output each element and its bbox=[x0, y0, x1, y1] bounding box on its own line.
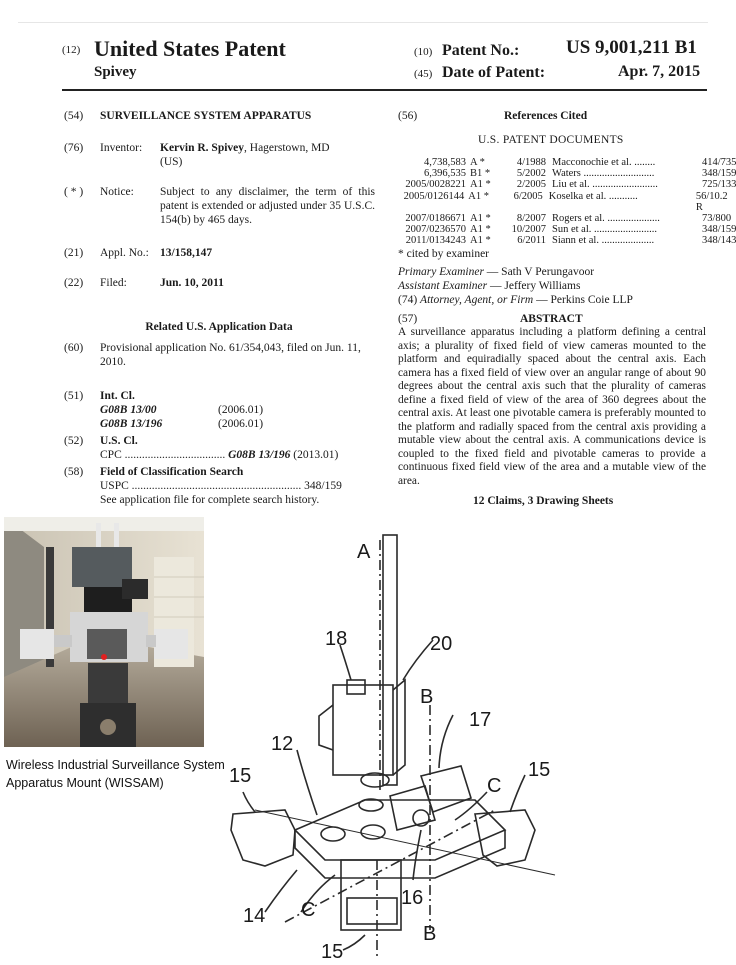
abstract-heading: ABSTRACT bbox=[520, 313, 583, 325]
label-15-left: 15 bbox=[229, 765, 252, 787]
code-21: (21) bbox=[64, 247, 84, 259]
us-patent-docs-heading: U.S. PATENT DOCUMENTS bbox=[478, 134, 624, 146]
label-15-right: 15 bbox=[528, 759, 551, 781]
provisional-text: Provisional application No. 61/354,043, filed on Jun. 11, 2010. bbox=[100, 342, 361, 368]
ref-date: 2/2005 bbox=[516, 179, 546, 191]
label-12: 12 bbox=[271, 733, 294, 755]
ref-class: 348/159 bbox=[702, 168, 736, 180]
label-15-bottom: 15 bbox=[321, 941, 344, 963]
reference-row bbox=[380, 191, 736, 213]
label-17: 17 bbox=[469, 709, 492, 731]
patent-no-label: Patent No.: bbox=[442, 42, 520, 59]
code-10: (10) bbox=[414, 46, 433, 58]
ref-class: 73/800 bbox=[702, 213, 732, 225]
ref-class: 56/10.2 R bbox=[695, 190, 728, 213]
ref-number: 2007/0236570 bbox=[405, 224, 466, 236]
ref-number: 4,738,583 bbox=[424, 157, 466, 168]
ref-date: 5/2002 bbox=[516, 168, 546, 180]
reference-row bbox=[380, 224, 736, 235]
attorney-line bbox=[398, 293, 633, 307]
code-51: (51) bbox=[64, 390, 84, 402]
uscl-label: U.S. Cl. bbox=[100, 435, 138, 447]
ref-name: Waters ........................... bbox=[552, 168, 655, 180]
wissam-photo bbox=[4, 517, 204, 747]
inventor-label: Inventor: bbox=[100, 142, 143, 154]
top-divider bbox=[18, 22, 708, 23]
ref-date: 6/2005 bbox=[513, 190, 543, 202]
label-20: 20 bbox=[430, 633, 453, 655]
patent-number: US 9,001,211 B1 bbox=[566, 37, 697, 58]
inventor-name: Kervin R. Spivey bbox=[160, 142, 245, 154]
primary-examiner: — Sath V Perungavoor bbox=[483, 266, 595, 278]
patent-title: United States Patent bbox=[94, 36, 286, 61]
date-label: Date of Patent: bbox=[442, 64, 546, 81]
code-74: (74) bbox=[398, 294, 418, 306]
label-c-left: C bbox=[301, 899, 316, 921]
ref-kind: A1 * bbox=[470, 224, 491, 236]
ref-kind: A * bbox=[470, 157, 485, 168]
ref-name: Rogers et al. .................... bbox=[552, 213, 660, 225]
code-60: (60) bbox=[64, 342, 84, 354]
uspc-label: USPC bbox=[100, 480, 129, 492]
filed-date: Jun. 10, 2011 bbox=[160, 277, 224, 289]
claims-count: 12 Claims, 3 Drawing Sheets bbox=[473, 495, 614, 507]
code-58: (58) bbox=[64, 466, 84, 478]
code-76: (76) bbox=[64, 142, 84, 154]
ref-number: 2005/0126144 bbox=[403, 190, 465, 202]
uspc-line bbox=[100, 479, 380, 493]
notice-text: Subject to any disclaimer, the term of this patent is extended or adjusted under 35 U.S.C. 154(b) by 465 days. bbox=[160, 186, 375, 226]
inventor-line bbox=[160, 141, 360, 169]
code-22: (22) bbox=[64, 277, 84, 289]
code-56: (56) bbox=[398, 110, 418, 122]
inventor-location: , Hagerstown, MD bbox=[244, 142, 330, 154]
ref-number: 2011/0134243 bbox=[405, 235, 466, 247]
attorney-label: Attorney, Agent, or Firm bbox=[420, 294, 534, 306]
ref-class: 414/735 bbox=[702, 157, 736, 168]
intcl-code: G08B 13/00 bbox=[100, 404, 157, 416]
attorney: — Perkins Coie LLP bbox=[533, 294, 633, 306]
uspc-dots: ........................................................... bbox=[131, 480, 302, 492]
code-57: (57) bbox=[398, 313, 418, 325]
notice-label: Notice: bbox=[100, 186, 134, 198]
inventor-surname: Spivey bbox=[94, 64, 137, 80]
code-54: (54) bbox=[64, 110, 84, 122]
cpc-year: (2013.01) bbox=[293, 449, 339, 461]
ref-number: 2007/0186671 bbox=[405, 213, 466, 225]
ref-name: Liu et al. ......................... bbox=[552, 179, 658, 191]
intcl-year: (2006.01) bbox=[218, 418, 264, 430]
label-16: 16 bbox=[401, 887, 424, 909]
ref-date: 8/2007 bbox=[516, 213, 546, 225]
uspc-value: 348/159 bbox=[304, 480, 342, 492]
reference-row bbox=[380, 235, 736, 246]
appl-label: Appl. No.: bbox=[100, 247, 149, 259]
code-12: (12) bbox=[62, 44, 81, 56]
ref-name: Siann et al. .................... bbox=[552, 235, 655, 247]
appl-number: 13/158,147 bbox=[160, 247, 213, 259]
label-14: 14 bbox=[243, 905, 266, 927]
patent-date: Apr. 7, 2015 bbox=[618, 63, 701, 80]
cpc-dots: ................................... bbox=[124, 449, 226, 461]
cited-by-examiner: * cited by examiner bbox=[398, 248, 490, 260]
cpc-label: CPC bbox=[100, 449, 122, 461]
ref-name: Koselka et al. ........... bbox=[548, 190, 638, 202]
ref-kind: A1 * bbox=[470, 213, 491, 225]
intcl-year: (2006.01) bbox=[218, 404, 264, 416]
label-18: 18 bbox=[325, 628, 348, 650]
intcl-code: G08B 13/196 bbox=[100, 418, 163, 430]
assistant-examiner: — Jeffery Williams bbox=[487, 280, 581, 292]
code-52: (52) bbox=[64, 435, 84, 447]
reference-row bbox=[380, 213, 736, 224]
reference-row bbox=[380, 168, 736, 179]
photo-caption-line-2: Apparatus Mount (WISSAM) bbox=[6, 776, 164, 790]
ref-class: 348/143 bbox=[702, 235, 736, 247]
code-45: (45) bbox=[414, 68, 433, 80]
primary-examiner-label: Primary Examiner bbox=[398, 266, 484, 278]
ref-name: Macconochie et al. ........ bbox=[552, 157, 656, 168]
assistant-examiner-label: Assistant Examiner bbox=[398, 280, 488, 292]
ref-kind: B1 * bbox=[470, 168, 491, 180]
ref-number: 6,396,535 bbox=[424, 168, 466, 180]
ref-kind: A1 * bbox=[470, 179, 491, 191]
ref-kind: A1 * bbox=[470, 235, 491, 247]
label-a: A bbox=[357, 541, 371, 563]
apparatus-title: SURVEILLANCE SYSTEM APPARATUS bbox=[100, 110, 312, 122]
ref-kind: A1 * bbox=[468, 190, 490, 202]
ref-date: 6/2011 bbox=[517, 235, 546, 247]
intcl-label: Int. Cl. bbox=[100, 390, 135, 402]
cpc-code: G08B 13/196 bbox=[228, 449, 291, 461]
ref-class: 348/159 bbox=[702, 224, 736, 236]
ref-date: 10/2007 bbox=[511, 224, 546, 236]
inventor-country: (US) bbox=[160, 156, 183, 168]
abstract-text: A surveillance apparatus including a platform defining a central axis; a plurality of fixed field of view cameras mounted to the platform and equiradially spaced about the central axis. Each camera has a fixed field of view over an angular range of about 90 degrees about the central axis such that the plurality of cameras define a fixed field of view of the area of 360 degrees about the central axis. At least one pivotable camera is preferably mounted to the platform and radially spaced from the central axis providing a mutable view about the central axis. A communications device is coupled to the fixed field and pivotable cameras to provide a continuous fixed field view of the area and a mutable view of the area. bbox=[398, 326, 706, 487]
ref-number: 2005/0028221 bbox=[405, 179, 466, 191]
reference-row bbox=[380, 179, 736, 190]
header-rule bbox=[62, 89, 707, 91]
related-data-heading: Related U.S. Application Data bbox=[145, 321, 293, 333]
label-c-right: C bbox=[487, 775, 502, 797]
references-heading: References Cited bbox=[504, 110, 588, 122]
label-b-top: B bbox=[420, 686, 434, 708]
code-notice: ( * ) bbox=[64, 186, 84, 198]
ref-name: Sun et al. ........................ bbox=[552, 224, 657, 236]
assistant-examiner-line bbox=[398, 279, 580, 293]
ref-class: 725/133 bbox=[702, 179, 736, 191]
references-table bbox=[380, 157, 736, 247]
primary-examiner-line bbox=[398, 265, 594, 279]
see-application-text: See application file for complete search history. bbox=[100, 494, 320, 506]
ref-date: 4/1988 bbox=[516, 157, 546, 168]
patent-drawing bbox=[225, 530, 720, 963]
photo-caption-line-1: Wireless Industrial Surveillance System bbox=[6, 758, 225, 772]
label-b-bottom: B bbox=[423, 923, 437, 945]
filed-label: Filed: bbox=[100, 277, 127, 289]
field-search-label: Field of Classification Search bbox=[100, 466, 244, 478]
reference-row bbox=[380, 157, 736, 168]
cpc-line bbox=[100, 448, 385, 462]
